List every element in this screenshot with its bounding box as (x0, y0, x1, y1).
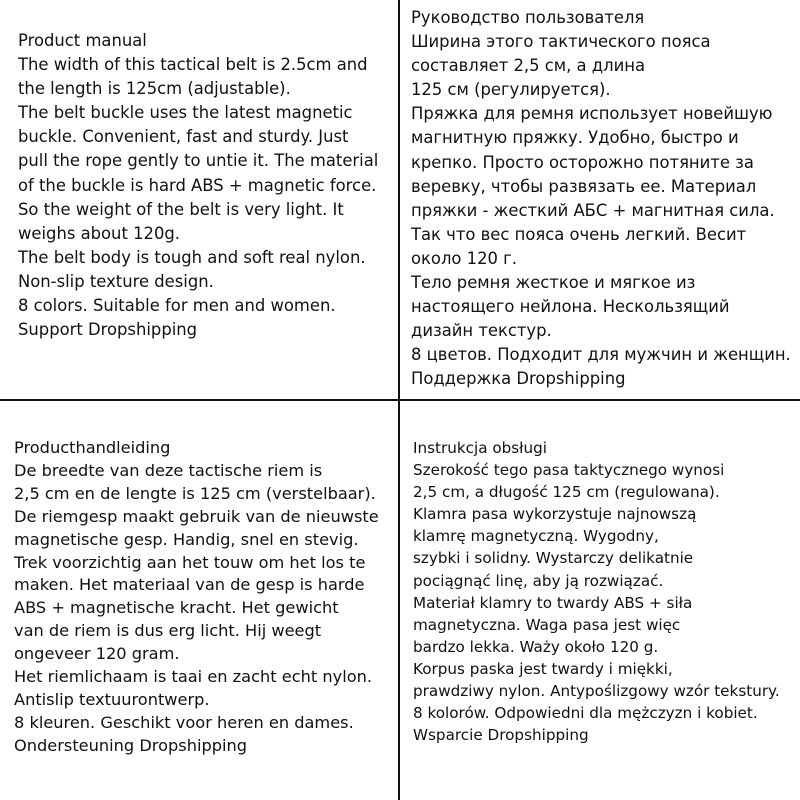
dutch-manual-text: Producthandleiding De breedte van deze tactische riem is 2,5 cm en de lengte is 125 cm (verstelbaar). De riemgesp maakt gebruik van de nieuwste magnetische gesp. Handig, snel en stevig. Trek voorzichtig aan het touw om het los te maken. Het materiaal van de gesp is harde ABS + magnetische kracht. Het gewicht van de riem is dus erg licht. Hij weegt ongeveer 120 gram. Het riemlichaam is taai en zacht echt nylon. Antislip textuurontwerp. 8 kleuren. Geschikt voor heren en dames. Ondersteuning Dropshipping (14, 438, 379, 755)
polish-manual-text: Instrukcja obsługi Szerokość tego pasa taktycznego wynosi 2,5 cm, a długość 125 cm (regulowana). Klamra pasa wykorzystuje najnowszą klamrę magnetyczną. Wygodny, szybki i solidny. Wystarczy delikatnie pociągnąć linę, aby ją rozwiązać. Materiał klamry to twardy ABS + siła magnetyczna. Waga pasa jest więc bardzo lekka. Waży około 120 g. Korpus paska jest twardy i miękki, prawdziwy nylon. Antypoślizgowy wzór tekstury. 8 kolorów. Odpowiedni dla mężczyzn i kobiet. Wsparcie Dropshipping (413, 439, 780, 745)
russian-manual-text: Руководство пользователя Ширина этого тактического пояса составляет 2,5 см, а длина 125 см (регулируется). Пряжка для ремня использует новейшую магнитную пряжку. Удобно, быстро и крепко. Просто осторожно потяните за веревку, чтобы развязать ее. Материал пряжки - жесткий АБС + магнитная сила. Так что вес пояса очень легкий. Весит около 120 г. Тело ремня жесткое и мягкое из настоящего нейлона. Нескользящий дизайн текстур. 8 цветов. Подходит для мужчин и женщин. Поддержка Dropshipping (411, 8, 791, 389)
horizontal-divider (0, 399, 800, 401)
english-manual-text: Product manual The width of this tactical belt is 2.5cm and the length is 125cm (adjustable). The belt buckle uses the latest magnetic buckle. Convenient, fast and sturdy. Just pull the rope gently to untie it. The material of the buckle is hard ABS + magnetic force. So the weight of the belt is very light. It weighs about 120g. The belt body is tough and soft real nylon. Non-slip texture design. 8 colors. Suitable for men and women. Support Dropshipping (18, 31, 379, 340)
